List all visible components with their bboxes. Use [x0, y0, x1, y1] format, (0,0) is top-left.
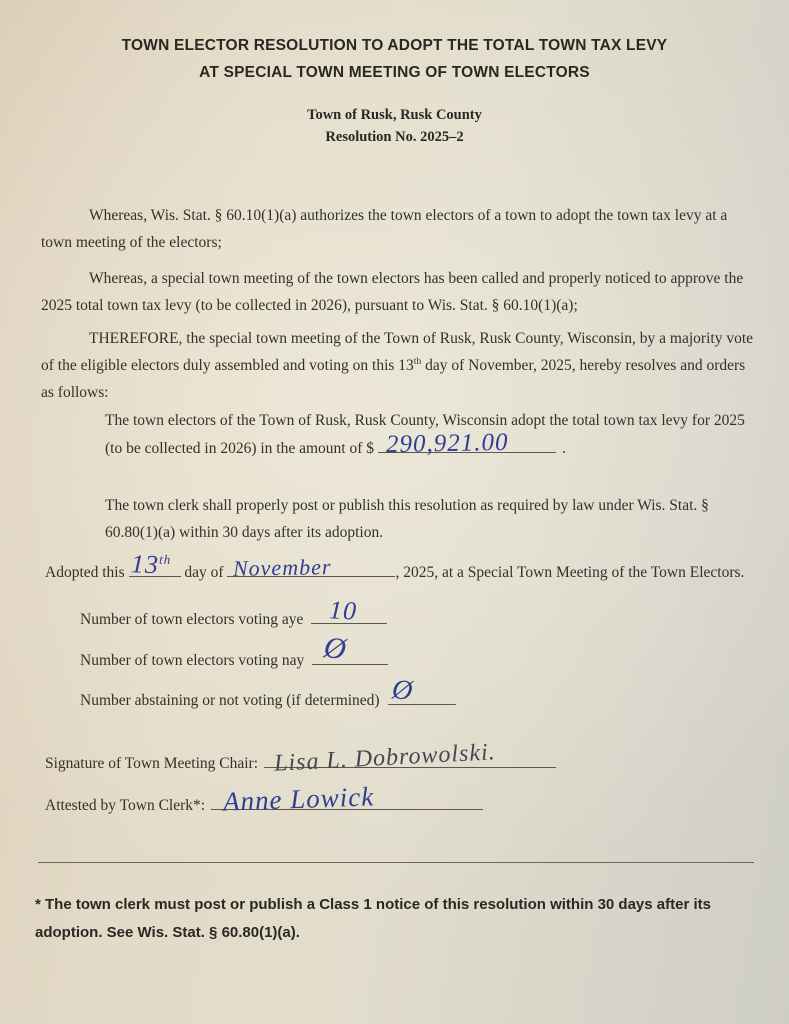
footer-divider: [38, 862, 754, 863]
paragraph-whereas-1: Whereas, Wis. Stat. § 60.10(1)(a) authorizes the town electors of a town to adopt the town tax levy at a town meeting of the electors;: [41, 206, 728, 251]
clerk-signature-handwritten: Anne Lowick: [222, 781, 375, 817]
vote-nay-label: Number of town electors voting nay: [80, 652, 305, 669]
vote-aye-label: Number of town electors voting aye: [80, 611, 304, 628]
paragraph-therefore: [41, 325, 753, 406]
levy-amount-handwritten: 290,921.00: [385, 428, 509, 458]
vote-nay-line: [80, 630, 388, 670]
adopted-prefix: Adopted this: [45, 564, 125, 581]
levy-period: .: [562, 439, 566, 457]
dollar-sign: $: [366, 439, 375, 457]
title-line-2: AT SPECIAL TOWN MEETING OF TOWN ELECTORS: [199, 64, 590, 81]
chair-signature-line: [45, 739, 556, 777]
vote-aye-handwritten: 10: [328, 595, 359, 626]
clerk-signature-label: Attested by Town Clerk*:: [45, 797, 206, 814]
therefore-ordinal-suffix: th: [413, 355, 422, 367]
levy-text: The town electors of the Town of Rusk, Rusk County, Wisconsin adopt the total town tax levy for 2025 (to be collected in 2026) in the amount of: [105, 411, 745, 457]
chair-signature-handwritten: Lisa L. Dobrowolski.: [273, 739, 497, 777]
clerk-signature-line: [45, 781, 483, 817]
vote-nay-blank: [312, 630, 388, 667]
adopted-suffix: , 2025, at a Special Town Meeting of the Town Electors.: [395, 564, 745, 581]
adopted-month-handwritten: November: [233, 554, 333, 581]
document-subtitle: [0, 104, 789, 148]
adopted-line: [45, 549, 757, 586]
paragraph-levy-amount: [105, 407, 755, 462]
vote-abstain-handwritten: Ø: [390, 673, 415, 708]
vote-aye-blank: [311, 595, 387, 626]
vote-abstain-line: [80, 673, 456, 710]
adopted-day-handwritten: [130, 551, 171, 578]
adopted-middle: day of: [184, 564, 224, 581]
title-line-1: TOWN ELECTOR RESOLUTION TO ADOPT THE TOTAL TOWN TAX LEVY: [121, 37, 668, 54]
document-title: [0, 32, 789, 86]
vote-abstain-label: Number abstaining or not voting (if determined): [80, 692, 380, 709]
adopted-day-blank: [129, 549, 181, 580]
adopted-day-suffix: th: [158, 551, 172, 568]
vote-aye-line: [80, 595, 387, 629]
levy-amount-blank: [378, 428, 556, 458]
chair-signature-label: Signature of Town Meeting Chair:: [45, 755, 259, 772]
clerk-signature-blank: [211, 781, 483, 817]
vote-abstain-blank: [388, 673, 456, 708]
therefore-text-pre: THEREFORE, the special town meeting of the Town of Rusk, Rusk County, Wisconsin, by a majority vote of the eligible electors duly assembled and voting on this 13: [41, 329, 754, 374]
adopted-month-blank: [227, 554, 395, 581]
paragraph-clerk-duty: The town clerk shall properly post or publish this resolution as required by law under Wis. Stat. § 60.80(1)(a) within 30 days after its adoption.: [105, 496, 709, 541]
footer-note: * The town clerk must post or publish a Class 1 notice of this resolution within 30 days after its adoption. See Wis. Stat. § 60.80(1)(a).: [35, 896, 711, 941]
org-line: Town of Rusk, Rusk County: [307, 107, 482, 123]
therefore-text-post: day of November, 2025, hereby resolves and orders as follows:: [41, 356, 746, 401]
adopted-day-number: 13: [130, 549, 160, 580]
paragraph-whereas-2: Whereas, a special town meeting of the town electors has been called and properly noticed to approve the 2025 total town tax levy (to be collected in 2026), pursuant to Wis. Stat. § 60.10(1)(a);: [41, 269, 744, 314]
vote-nay-handwritten: Ø: [322, 630, 350, 667]
chair-signature-blank: [264, 739, 556, 777]
resolution-number: Resolution No. 2025–2: [325, 129, 464, 145]
